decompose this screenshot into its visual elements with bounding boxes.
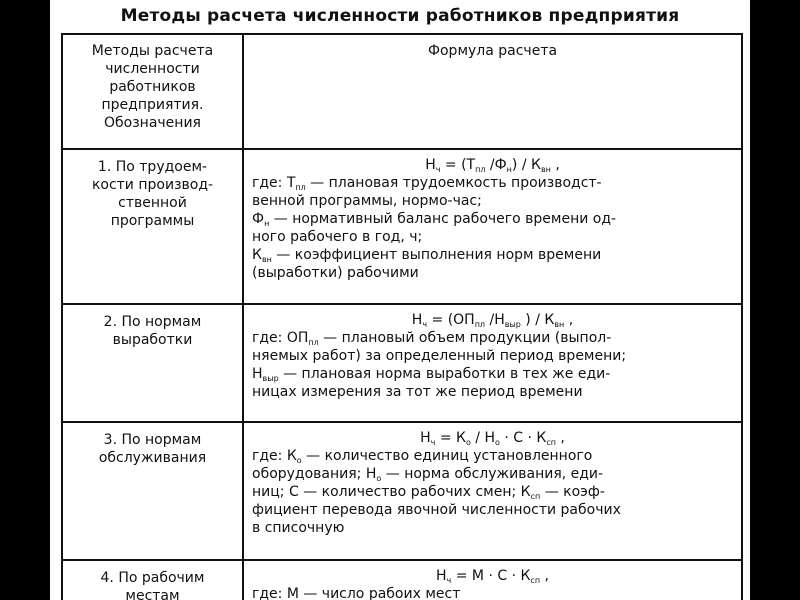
formula-equation: $Н_ч = (Т_{пл}$ $/Ф_н) / К_{вн}$ , (425, 157, 560, 174)
formula-equation: $Н_ч = К_о / Н_о \cdot С \cdot К_{сп}$ , (420, 430, 565, 447)
formula-line: $Ф_н$ — нормативный баланс рабочего времени од- (252, 211, 617, 228)
formula-line: венной программы, нормо-час; (252, 193, 482, 209)
formula-line: ниц; С — количество рабочих смен; $К_{сп}$ — коэф- (252, 484, 605, 501)
methods-table (61, 33, 743, 600)
header-methods-line: численности (105, 61, 200, 77)
method-cell (62, 304, 243, 422)
formula-equation: $Н_ч = М \cdot С \cdot К_{сп}$ , (436, 568, 549, 585)
method-line: 1. По трудоем- (97, 159, 208, 175)
page-title: Методы расчета численности работников предприятия (120, 6, 680, 26)
header-formula-cell: Формула расчета (243, 34, 742, 149)
header-methods-line: Обозначения (104, 115, 201, 131)
document-page (50, 0, 750, 600)
method-line: выработки (112, 332, 193, 348)
formula-line: $Н_{выр}$ — плановая норма выработки в тех же еди- (252, 366, 611, 383)
table-row (62, 422, 742, 560)
method-line: местам (125, 588, 180, 600)
method-line: кости производ- (91, 177, 214, 193)
method-cell (62, 149, 243, 304)
formula-equation: $Н_ч = (ОП_{пл}$ $/Н_{выр}$ ) / $К_{вн}$ , (411, 312, 574, 329)
formula-cell (243, 560, 742, 600)
table-row (62, 560, 742, 600)
formula-line: оборудования; $Н_о$ — норма обслуживания, еди- (252, 466, 604, 483)
method-cell (62, 560, 243, 600)
method-line: ственной (118, 195, 187, 211)
formula-cell (243, 304, 742, 422)
table-row (62, 304, 742, 422)
method-line: 2. По нормам (103, 314, 202, 330)
header-methods-line: Методы расчета (91, 43, 214, 59)
formula-line: где: $Т_{пл}$ — плановая трудоемкость производст- (252, 175, 602, 192)
formula-line: фициент перевода явочной численности рабочих (252, 502, 621, 518)
header-methods-line: предприятия. (101, 97, 204, 113)
header-row (62, 34, 742, 149)
formula-line: (выработки) рабочими (252, 265, 419, 281)
method-line: обслуживания (98, 450, 207, 466)
formula-line: $К_{вн}$ — коэффициент выполнения норм времени (252, 247, 602, 264)
method-line: программы (110, 213, 195, 229)
table-row (62, 149, 742, 304)
formula-line: где: $К_о$ — количество единиц установленного (252, 448, 593, 465)
header-methods-cell (62, 34, 243, 149)
method-line: 4. По рабочим (100, 570, 205, 586)
formula-line: в списочную (252, 520, 345, 536)
formula-line: ницах измерения за тот же период времени (252, 384, 583, 400)
formula-line: где: М — число рабоих мест (252, 586, 461, 600)
formula-line: няемых работ) за определенный период времени; (252, 348, 627, 364)
formula-cell (243, 149, 742, 304)
header-methods-line: работников (109, 79, 196, 95)
formula-line: ного рабочего в год, ч; (252, 229, 423, 245)
method-cell (62, 422, 243, 560)
formula-cell (243, 422, 742, 560)
method-line: 3. По нормам (103, 432, 202, 448)
formula-line: где: $ОП_{пл}$ — плановый объем продукции (выпол- (252, 330, 612, 347)
